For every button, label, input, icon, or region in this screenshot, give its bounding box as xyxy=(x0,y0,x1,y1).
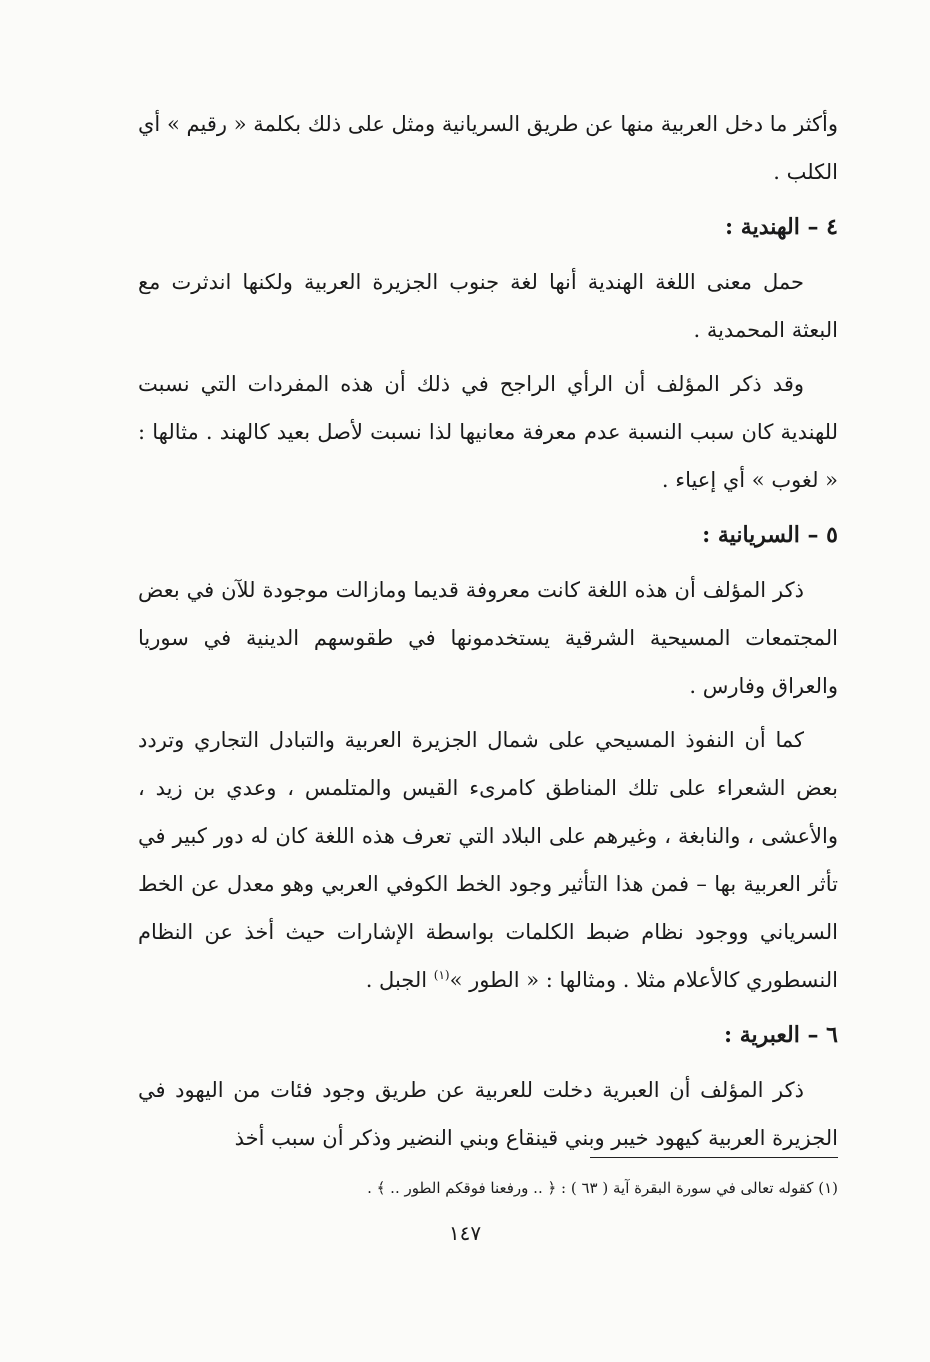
heading-hindi: ٤ – الهندية : xyxy=(725,214,838,240)
footnote: (١) كقوله تعالى في سورة البقرة آية ( ٦٣ ) : ﴿ .. ورفعنا فوقكم الطور .. ﴾ . xyxy=(367,1179,838,1197)
paragraph-syriac-intro: ذكر المؤلف أن هذه اللغة كانت معروفة قديما ومازالت موجودة للآن في بعض المجتمعات المسيحية الشرقية يستخدمونها في طقوسهم الدينية في سوريا والعراق وفارس . xyxy=(138,578,838,698)
paragraph-hindi-meaning: حمل معنى اللغة الهندية أنها لغة جنوب الجزيرة العربية ولكنها اندثرت مع البعثة المحمدية . xyxy=(138,270,838,342)
heading-syriac: ٥ – السريانية : xyxy=(702,522,838,548)
paragraph-hebrew-intro: ذكر المؤلف أن العبرية دخلت للعربية عن طريق وجود فئات من اليهود في الجزيرة العربية كيهود خيبر وبني قينقاع وبني النضير وذكر أن سبب أخذ xyxy=(138,1078,838,1150)
heading-hebrew: ٦ – العبرية : xyxy=(723,1022,838,1048)
paragraph-syriac-influence-text: كما أن النفوذ المسيحي على شمال الجزيرة العربية والتبادل التجاري وتردد بعض الشعراء على تلك المناطق كامرىء القيس والمتلمس ، وعدي بن زيد ، والأعشى ، والنابغة ، وغيرهم على البلاد التي تعرف هذه اللغة كان له دور كبير في تأثر العربية بها – فمن هذا التأثير وجود الخط الكوفي العربي وهو معدل عن الخط السرياني ووجود نظام ضبط الكلمات بواسطة الإشارات حيث أخذ عن النظام النسطوري كالأعلام مثلا . ومثالها : « الطور » xyxy=(138,728,838,992)
footnote-divider xyxy=(590,1157,838,1158)
paragraph-syriac-influence-tail: الجبل . xyxy=(365,968,434,992)
footnote-reference[interactable]: (١) xyxy=(433,968,450,982)
paragraph-rakim: وأكثر ما دخل العربية منها عن طريق السريانية ومثل على ذلك بكلمة « رقيم » أي الكلب . xyxy=(138,112,838,184)
page-number: ١٤٧ xyxy=(448,1221,482,1245)
body-text xyxy=(138,100,838,1168)
paragraph-syriac-influence xyxy=(138,716,838,1004)
paragraph-hindi-opinion: وقد ذكر المؤلف أن الرأي الراجح في ذلك أن هذه المفردات التي نسبت للهندية كان سبب النسبة عدم معرفة معانيها لذا نسبت لأصل بعيد كالهند . مثالها : « لغوب » أي إعياء . xyxy=(138,372,838,492)
